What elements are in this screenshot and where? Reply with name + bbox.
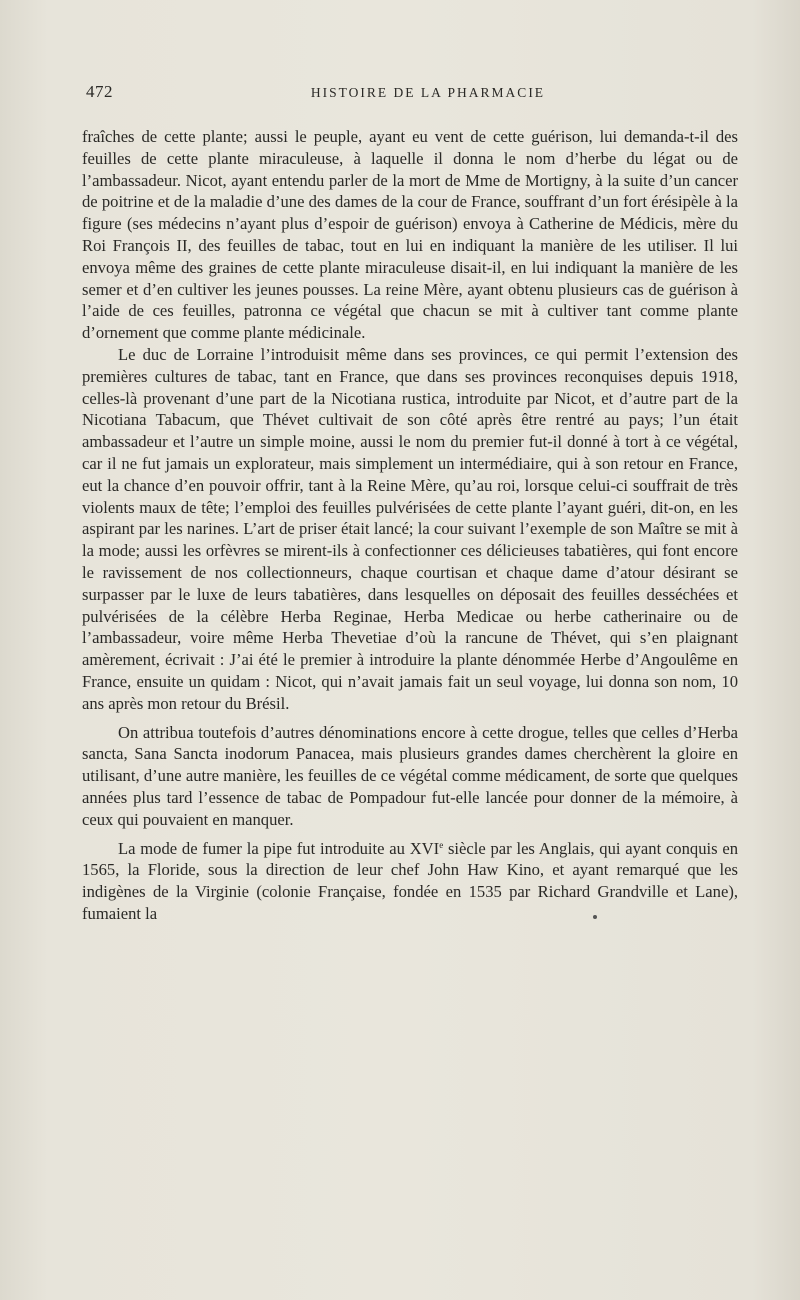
paragraph-4-lead: La mode de fumer la pipe fut introduite au [118,838,410,858]
paragraph-2: Le duc de Lorraine l’introduisit même dans ses provinces, ce qui permit l’extension des premières cultures de tabac, tant en France, que dans ses provinces reconquises depuis 1918, celles-là provenant d’une part de la Nicotiana rustica, introduite par Nicot, et d’autre part de la Nicotiana Tabacum, que Thévet cultivait de son côté après être rentré au pays; l’un était ambassadeur et l’autre un simple moine, aussi le nom du premier fut-il donné à tort à ce végétal, car il ne fut jamais un explorateur, mais simplement un intermédiaire, qui à son retour en France, eut la chance d’en pouvoir offrir, tant à la Reine Mère, qu’au roi, lorsque celui-ci souffrait de très violents maux de tête; l’emploi des feuilles pulvérisées de cette plante l’ayant guéri, dit-on, en les aspirant par les narines. L’art de priser était lancé; la cour suivant l’exemple de son Maître se mit à la mode; aussi les orfèvres se mirent-ils à confectionner ces délicieuses tabatières, qui font encore le ravissement de nos collectionneurs, chaque courtisan et chaque dame d’atour désirant se surpasser par le luxe de leurs tabatières, dans lesquelles on déposait des feuilles desséchées et pulvérisées de la célèbre Herba Reginae, Herba Medicae ou herbe catherinaire ou de l’ambassadeur, voire même Herba Thevetiae d’où la rancune de Thévet, qui s’en plaignant amèrement, écrivait : J’ai été le premier à introduire la plante dénommée Herbe d’Angoulême en France, ensuite un quidam : Nicot, qui n’avait jamais fait un seul voyage, lui donna son nom, 10 ans après mon retour du Brésil. [82,344,738,713]
page-number: 472 [86,82,113,101]
century-numeral: XVI [409,838,440,858]
running-title: HISTOIRE DE LA PHARMACIE [310,85,546,100]
century-superscript: e [439,839,444,850]
paragraph-3: On attribua toutefois d’autres dénominations encore à cette drogue, telles que celles d’Herba sancta, Sana Sancta inodorum Panacea, mais plusieurs grandes dames cherchèrent la gloire en utilisant, d’une autre manière, les feuilles de ce végétal comme médicament, de sorte que quelques années plus tard l’essence de tabac de Pompadour fut-elle lancée pour donner de la mémoire, à ceux qui pouvaient en manquer. [82,722,738,829]
running-head [86,82,740,106]
print-speck [593,915,597,919]
paragraph-4-rest: siècle par les Anglais, qui ayant conquis en 1565, la Floride, sous la direction de leur chef John Haw Kino, et ayant remarqué que les indigènes de la Virginie (colonie Française, fondée en 1535 par Richard Grandville et Lane), fumaient la [82,838,738,923]
body-text [82,126,738,925]
paragraph-4 [82,838,738,925]
paragraph-1: fraîches de cette plante; aussi le peuple, ayant eu vent de cette guérison, lui demanda-t-il des feuilles de cette plante miraculeuse, à laquelle il donna le nom d’herbe du légat ou de l’ambassadeur. Nicot, ayant entendu parler de la mort de Mme de Mortigny, à la suite d’un cancer de poitrine et de la maladie d’une des dames de la cour de France, souffrant d’un fort érésipèle à la figure (ses médecins n’ayant plus d’espoir de guérison) envoya à Catherine de Médicis, mère du Roi François II, des feuilles de tabac, tout en lui en indiquant la manière de les utiliser. Il lui envoya même des graines de cette plante miraculeuse disait-il, en lui indiquant la manière de les semer et d’en cultiver les jeunes pousses. La reine Mère, ayant obtenu plusieurs cas de guérison à l’aide de ces feuilles, patronna ce végétal que chacun se mit à cultiver tant comme plante d’ornement que comme plante médicinale. [82,127,738,343]
